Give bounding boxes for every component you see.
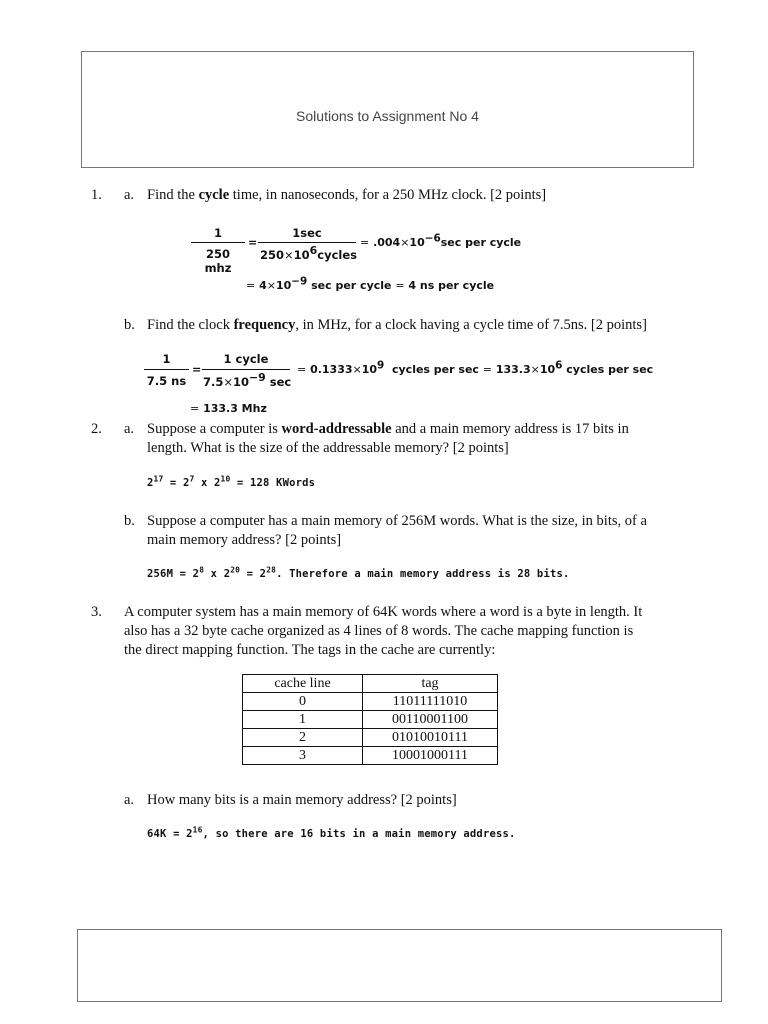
footer-box [77, 929, 722, 1002]
q3a-answer: $64K = 2^{16}$, so there are 16 bits in a main memory address. [147, 825, 516, 840]
q1b-fraction1-bar [144, 369, 189, 370]
table-cell-tag: 11011111010 [363, 693, 498, 711]
question-2a-text-line1: Suppose a computer is word-addressable and a main memory address is 17 bits in [147, 421, 629, 437]
table-cell-cache-line: 1 [243, 711, 363, 729]
table-header-row [243, 675, 498, 693]
table-cell-cache-line: 2 [243, 729, 363, 747]
question-1a-text: Find the cycle time, in nanoseconds, for a 250 MHz clock. [2 points] [147, 187, 547, 203]
q1a-fraction2-denominator: $250\times 10^6cycles$ [260, 244, 357, 262]
question-3a-label: a. [124, 792, 135, 808]
q1a-result-2: = $4\times 10^{-9}$ sec per cycle = 4 ns per cycle [246, 275, 495, 292]
q1a-result-1: = $.004\times 10^{-6}\sec$ per cycle [360, 232, 522, 249]
q1a-equals-1: = [248, 236, 258, 249]
question-2b-label: b. [124, 513, 135, 529]
table-row [243, 693, 498, 711]
q2a-answer: $2^{17} = 2^7$ x $2^{10} = 128$ KWords [147, 474, 316, 489]
q1a-fraction1-denominator: 250 mhz [204, 247, 232, 275]
table-cell-cache-line: 3 [243, 747, 363, 765]
table-header-tag: tag [363, 675, 498, 693]
question-1b-label: b. [124, 317, 135, 333]
question-3-text-line3: the direct mapping function. The tags in the cache are currently: [124, 642, 496, 658]
question-1a-label: a. [124, 187, 135, 203]
question-3-number: 3. [91, 604, 102, 620]
cache-tag-table [242, 674, 498, 765]
q1b-fraction1-denominator: 7.5 ns [146, 374, 187, 388]
question-2-number: 2. [91, 421, 102, 437]
table-row [243, 711, 498, 729]
question-1-number: 1. [91, 187, 102, 203]
question-3-text-line2: also has a 32 byte cache organized as 4 lines of 8 words. The cache mapping function is [124, 623, 634, 639]
q1b-fraction2-numerator: 1 cycle [223, 352, 269, 366]
q2b-answer: $256M = 2^8$ x $2^{20} = 2^{28}$. Therefore a main memory address is 28 bits. [147, 565, 570, 580]
q1a-fraction2-numerator: 1sec [292, 226, 322, 240]
page-title: Solutions to Assignment No 4 [296, 108, 479, 124]
question-2a-text-line2: length. What is the size of the addressable memory? [2 points] [147, 440, 509, 456]
q1b-result-2: = 133.3 Mhz [190, 402, 267, 415]
q1b-fraction2-denominator: $7.5\times 10^{-9}$ sec [203, 371, 292, 389]
question-3-text-line1: A computer system has a main memory of 64K words where a word is a byte in length. It [124, 604, 643, 620]
question-2a-label: a. [124, 421, 135, 437]
header-box [81, 51, 694, 168]
q1b-fraction2-bar [202, 369, 290, 370]
question-2b-text-line2: main memory address? [2 points] [147, 532, 342, 548]
table-cell-tag: 00110001100 [363, 711, 498, 729]
table-row [243, 729, 498, 747]
q1a-fraction1-bar [191, 242, 245, 243]
table-header-cache-line: cache line [243, 675, 363, 693]
q1a-fraction2-bar [258, 242, 356, 243]
table-cell-tag: 01010010111 [363, 729, 498, 747]
q1a-fraction1-numerator: 1 [213, 226, 222, 240]
question-2b-text-line1: Suppose a computer has a main memory of 256M words. What is the size, in bits, of a [147, 513, 647, 529]
question-1b-text: Find the clock frequency, in MHz, for a clock having a cycle time of 7.5ns. [2 points] [147, 317, 647, 333]
table-cell-cache-line: 0 [243, 693, 363, 711]
question-3a-text: How many bits is a main memory address? [2 points] [147, 792, 457, 808]
q1b-fraction1-numerator: 1 [162, 352, 171, 366]
table-row [243, 747, 498, 765]
q1b-result-1: = $0.1333\times 10^9$ cycles per $\sec = 133.3\times 10^6$ cycles per sec [297, 359, 654, 376]
table-cell-tag: 10001000111 [363, 747, 498, 765]
q1b-equals-1: = [192, 363, 202, 376]
